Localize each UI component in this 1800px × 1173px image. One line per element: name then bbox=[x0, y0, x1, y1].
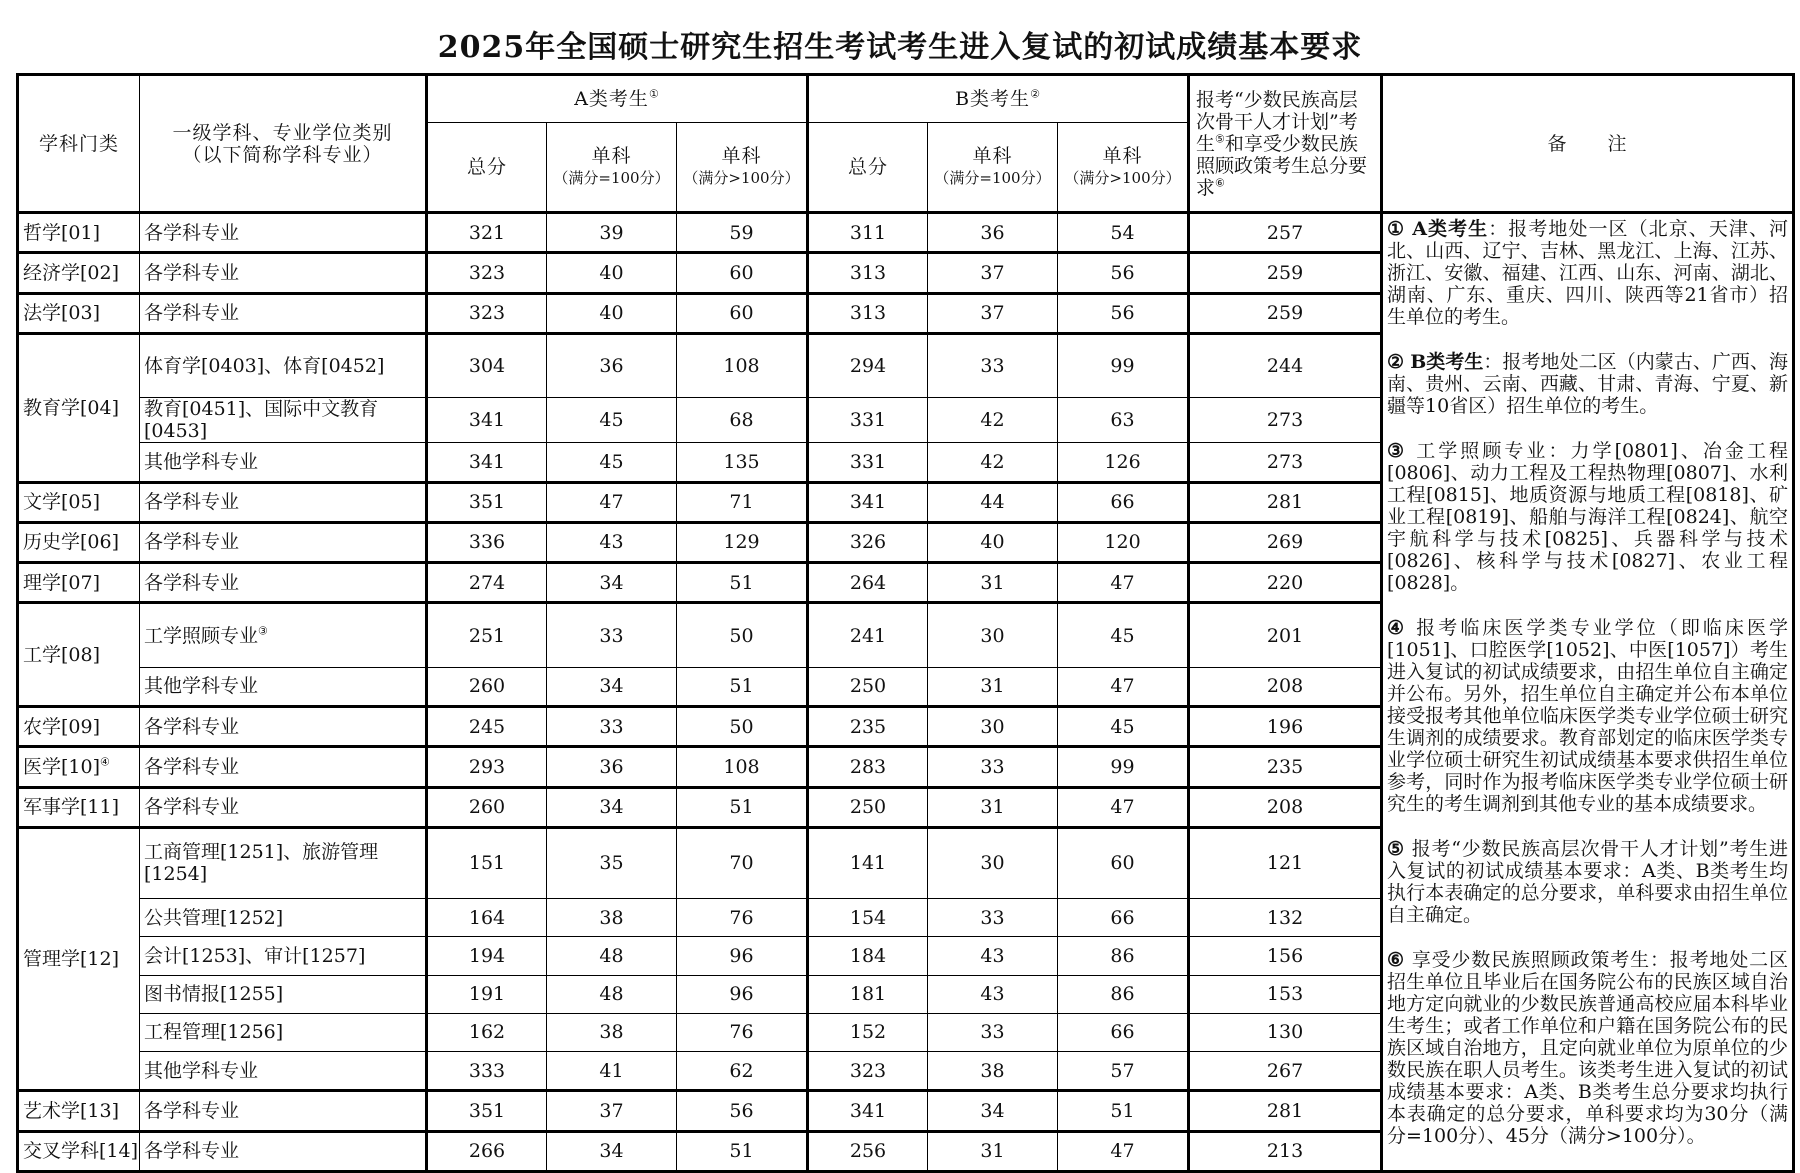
category-label: 历史学[06] bbox=[23, 531, 120, 554]
minority-total-cell: 213 bbox=[1189, 1131, 1382, 1171]
a-single-100-cell: 34 bbox=[547, 563, 677, 603]
a-single-gt100-cell: 70 bbox=[677, 827, 808, 898]
a-single-100-cell: 36 bbox=[547, 333, 677, 397]
discipline-label: 各学科专业 bbox=[144, 755, 240, 778]
minority-total-cell: 156 bbox=[1189, 937, 1382, 975]
b-total-cell: 256 bbox=[808, 1131, 928, 1171]
a-single-100-cell: 34 bbox=[547, 667, 677, 706]
category-cell bbox=[18, 482, 140, 522]
a-total-cell: 191 bbox=[427, 975, 547, 1013]
a-total-cell: 323 bbox=[427, 253, 547, 293]
header-group-b bbox=[808, 75, 1189, 123]
a-single-gt100-cell: 50 bbox=[677, 707, 808, 747]
header-minority-sup2: ⑥ bbox=[1215, 176, 1225, 190]
header-discipline-line1: 一级学科、专业学位类别 bbox=[172, 121, 393, 144]
b-single-100-cell: 33 bbox=[928, 333, 1058, 397]
header-group-a-sup: ① bbox=[648, 87, 660, 101]
a-single-gt100-cell: 96 bbox=[677, 975, 808, 1013]
note-item bbox=[1387, 351, 1788, 417]
b-single-gt100-cell: 120 bbox=[1058, 522, 1189, 562]
a-total-cell: 341 bbox=[427, 443, 547, 482]
note-text: 报考“少数民族高层次骨干人才计划”考生进入复试的初试成绩基本要求：A类、B类考生均执行本表确定的总分要求，单科要求由招生单位自主确定。 bbox=[1387, 838, 1789, 926]
header-minority bbox=[1189, 75, 1382, 213]
a-single-100-cell: 45 bbox=[547, 398, 677, 443]
a-single-gt100-cell: 50 bbox=[677, 603, 808, 667]
category-label: 医学[10] bbox=[23, 755, 101, 778]
b-total-cell: 331 bbox=[808, 398, 928, 443]
category-label: 军事学[11] bbox=[23, 796, 120, 819]
header-minority-sup1: ⑤ bbox=[1215, 132, 1225, 146]
header-a-total: 总分 bbox=[427, 123, 547, 213]
a-single-gt100-cell: 68 bbox=[677, 398, 808, 443]
minority-total-cell: 281 bbox=[1189, 1091, 1382, 1131]
discipline-label: 公共管理[1252] bbox=[144, 906, 284, 929]
discipline-cell bbox=[140, 667, 427, 706]
b-total-cell: 152 bbox=[808, 1013, 928, 1051]
a-single-100-cell: 34 bbox=[547, 787, 677, 827]
b-single-100-cell: 30 bbox=[928, 827, 1058, 898]
discipline-cell bbox=[140, 1091, 427, 1131]
note-lead: A类考生 bbox=[1412, 218, 1489, 240]
header-group-b-label: B类考生 bbox=[955, 88, 1031, 110]
b-single-100-cell: 42 bbox=[928, 398, 1058, 443]
a-single-gt100-cell: 51 bbox=[677, 667, 808, 706]
a-single-100-cell: 33 bbox=[547, 603, 677, 667]
b-single-100-cell: 31 bbox=[928, 563, 1058, 603]
header-category: 学科门类 bbox=[18, 75, 140, 213]
minority-total-cell: 273 bbox=[1189, 443, 1382, 482]
b-single-100-cell: 37 bbox=[928, 293, 1058, 333]
b-single-gt100-cell: 60 bbox=[1058, 827, 1189, 898]
a-single-100-cell: 34 bbox=[547, 1131, 677, 1171]
discipline-label: 各学科专业 bbox=[144, 302, 240, 325]
b-single-gt100-cell: 45 bbox=[1058, 603, 1189, 667]
minority-total-cell: 235 bbox=[1189, 747, 1382, 787]
b-single-100-cell: 31 bbox=[928, 1131, 1058, 1171]
category-cell bbox=[18, 333, 140, 482]
b-single-gt100-cell: 66 bbox=[1058, 1013, 1189, 1051]
note-item bbox=[1387, 949, 1788, 1147]
header-notes: 备 注 bbox=[1382, 75, 1794, 213]
note-mark: ④ bbox=[1387, 617, 1408, 639]
discipline-cell bbox=[140, 898, 427, 936]
header-b-single-full: （满分=100分） bbox=[934, 169, 1051, 187]
a-total-cell: 266 bbox=[427, 1131, 547, 1171]
minority-total-cell: 267 bbox=[1189, 1052, 1382, 1091]
a-total-cell: 274 bbox=[427, 563, 547, 603]
b-total-cell: 241 bbox=[808, 603, 928, 667]
a-single-gt100-cell: 56 bbox=[677, 1091, 808, 1131]
note-text: 报考临床医学类专业学位（即临床医学[1051]、口腔医学[1052]、中医[1057]）考生进入复试的初试成绩要求，由招生单位自主确定并公布。另外，招生单位自主确定并公布本单位接受报考其他单位临床医学类专业学位硕士研究生调剂的成绩要求。教育部划定的临床医学类专业学位硕士研究生初试成绩基本要求供招生单位参考，同时作为报考临床医学类专业学位硕士研究生的考生调剂到其他专业的基本成绩要求。 bbox=[1387, 617, 1789, 815]
b-single-gt100-cell: 56 bbox=[1058, 253, 1189, 293]
note-item bbox=[1387, 440, 1788, 594]
minority-total-cell: 201 bbox=[1189, 603, 1382, 667]
category-cell bbox=[18, 563, 140, 603]
header-a-single-gt-label: 单科 bbox=[721, 145, 762, 167]
a-total-cell: 304 bbox=[427, 333, 547, 397]
a-total-cell: 162 bbox=[427, 1013, 547, 1051]
note-item bbox=[1387, 617, 1788, 815]
header-a-single-gt-full: （满分>100分） bbox=[683, 169, 800, 187]
a-single-gt100-cell: 129 bbox=[677, 522, 808, 562]
discipline-label: 各学科专业 bbox=[144, 571, 240, 594]
discipline-label: 工商管理[1251]、旅游管理[1254] bbox=[144, 841, 379, 886]
minority-total-cell: 259 bbox=[1189, 293, 1382, 333]
header-discipline bbox=[140, 75, 427, 213]
note-text: ：报考地处二区（内蒙古、广西、海南、贵州、云南、西藏、甘肃、青海、宁夏、新疆等10省区）招生单位的考生。 bbox=[1387, 351, 1789, 417]
header-a-single-gt100 bbox=[677, 123, 808, 213]
header-discipline-line2: （以下简称学科专业） bbox=[182, 143, 383, 166]
a-single-gt100-cell: 76 bbox=[677, 1013, 808, 1051]
discipline-cell bbox=[140, 1052, 427, 1091]
notes-cell bbox=[1382, 213, 1794, 1172]
discipline-cell bbox=[140, 827, 427, 898]
category-cell bbox=[18, 213, 140, 253]
b-single-gt100-cell: 47 bbox=[1058, 787, 1189, 827]
discipline-cell bbox=[140, 1013, 427, 1051]
header-b-single-100 bbox=[928, 123, 1058, 213]
a-single-100-cell: 38 bbox=[547, 1013, 677, 1051]
discipline-label: 各学科专业 bbox=[144, 491, 240, 514]
header-group-a-label: A类考生 bbox=[574, 88, 649, 110]
b-total-cell: 313 bbox=[808, 253, 928, 293]
discipline-cell bbox=[140, 333, 427, 397]
discipline-label: 工程管理[1256] bbox=[144, 1021, 284, 1044]
a-single-100-cell: 39 bbox=[547, 213, 677, 253]
discipline-cell bbox=[140, 787, 427, 827]
header-group-a bbox=[427, 75, 808, 123]
b-single-100-cell: 33 bbox=[928, 1013, 1058, 1051]
b-total-cell: 154 bbox=[808, 898, 928, 936]
discipline-cell bbox=[140, 398, 427, 443]
note-text: 享受少数民族照顾政策考生：报考地处二区招生单位且毕业后在国务院公布的民族区域自治地方定向就业的少数民族普通高校应届本科毕业生考生；或者工作单位和户籍在国务院公布的民族区域自治地方，且定向就业单位为原单位的少数民族在职人员考生。该类考生进入复试的初试成绩基本要求：A类、B类考生总分要求均执行本表确定的总分要求，单科要求均为30分（满分=100分）、45分（满分>100分）。 bbox=[1387, 949, 1789, 1147]
a-total-cell: 351 bbox=[427, 482, 547, 522]
b-single-gt100-cell: 51 bbox=[1058, 1091, 1189, 1131]
minority-total-cell: 273 bbox=[1189, 398, 1382, 443]
b-single-gt100-cell: 66 bbox=[1058, 898, 1189, 936]
a-total-cell: 194 bbox=[427, 937, 547, 975]
b-total-cell: 294 bbox=[808, 333, 928, 397]
a-single-100-cell: 40 bbox=[547, 293, 677, 333]
note-mark: ⑤ bbox=[1387, 838, 1405, 860]
a-total-cell: 245 bbox=[427, 707, 547, 747]
b-single-gt100-cell: 56 bbox=[1058, 293, 1189, 333]
category-cell bbox=[18, 253, 140, 293]
a-single-gt100-cell: 108 bbox=[677, 333, 808, 397]
discipline-footnote-mark: ③ bbox=[258, 624, 268, 638]
minority-total-cell: 196 bbox=[1189, 707, 1382, 747]
discipline-cell bbox=[140, 443, 427, 482]
b-single-gt100-cell: 66 bbox=[1058, 482, 1189, 522]
discipline-label: 各学科专业 bbox=[144, 796, 240, 819]
table-row bbox=[18, 213, 1794, 253]
a-single-100-cell: 33 bbox=[547, 707, 677, 747]
category-label: 工学[08] bbox=[23, 643, 101, 666]
b-total-cell: 311 bbox=[808, 213, 928, 253]
note-lead: B类考生 bbox=[1410, 351, 1484, 373]
a-single-100-cell: 48 bbox=[547, 937, 677, 975]
header-b-single-label: 单科 bbox=[972, 145, 1013, 167]
b-total-cell: 313 bbox=[808, 293, 928, 333]
minority-total-cell: 153 bbox=[1189, 975, 1382, 1013]
a-single-gt100-cell: 108 bbox=[677, 747, 808, 787]
category-cell bbox=[18, 1091, 140, 1131]
category-cell bbox=[18, 603, 140, 707]
category-cell bbox=[18, 827, 140, 1091]
discipline-label: 各学科专业 bbox=[144, 261, 240, 284]
note-text: 工学照顾专业：力学[0801]、冶金工程[0806]、动力工程及工程热物理[0807]、水利工程[0815]、地质资源与地质工程[0818]、矿业工程[0819]、船舶与海洋工程[0824]、航空宇航科学与技术[0825]、兵器科学与技术[0826]、核科学与技术[0827]、农业工程[0828]。 bbox=[1387, 440, 1789, 594]
a-single-100-cell: 38 bbox=[547, 898, 677, 936]
a-single-gt100-cell: 51 bbox=[677, 1131, 808, 1171]
discipline-cell bbox=[140, 937, 427, 975]
b-total-cell: 250 bbox=[808, 667, 928, 706]
minority-total-cell: 220 bbox=[1189, 563, 1382, 603]
category-cell bbox=[18, 522, 140, 562]
minority-total-cell: 208 bbox=[1189, 667, 1382, 706]
a-total-cell: 151 bbox=[427, 827, 547, 898]
b-total-cell: 250 bbox=[808, 787, 928, 827]
a-total-cell: 321 bbox=[427, 213, 547, 253]
a-total-cell: 293 bbox=[427, 747, 547, 787]
b-total-cell: 331 bbox=[808, 443, 928, 482]
b-single-gt100-cell: 54 bbox=[1058, 213, 1189, 253]
header-minority-part1: 报考“少数民族高层次骨干人才计划”考生 bbox=[1196, 88, 1358, 155]
a-total-cell: 251 bbox=[427, 603, 547, 667]
discipline-cell bbox=[140, 975, 427, 1013]
b-total-cell: 235 bbox=[808, 707, 928, 747]
a-single-100-cell: 47 bbox=[547, 482, 677, 522]
b-total-cell: 323 bbox=[808, 1052, 928, 1091]
discipline-label: 教育[0451]、国际中文教育[0453] bbox=[144, 398, 379, 443]
b-single-100-cell: 31 bbox=[928, 667, 1058, 706]
a-single-gt100-cell: 71 bbox=[677, 482, 808, 522]
b-single-gt100-cell: 47 bbox=[1058, 1131, 1189, 1171]
a-single-100-cell: 37 bbox=[547, 1091, 677, 1131]
a-single-gt100-cell: 135 bbox=[677, 443, 808, 482]
minority-total-cell: 259 bbox=[1189, 253, 1382, 293]
b-single-100-cell: 33 bbox=[928, 898, 1058, 936]
a-total-cell: 351 bbox=[427, 1091, 547, 1131]
discipline-cell bbox=[140, 213, 427, 253]
minority-total-cell: 208 bbox=[1189, 787, 1382, 827]
b-single-100-cell: 34 bbox=[928, 1091, 1058, 1131]
a-single-100-cell: 36 bbox=[547, 747, 677, 787]
a-total-cell: 260 bbox=[427, 787, 547, 827]
discipline-label: 会计[1253]、审计[1257] bbox=[144, 944, 366, 967]
b-single-100-cell: 30 bbox=[928, 603, 1058, 667]
header-minority-part2: 和享受少数民族照顾政策考生总分要求 bbox=[1196, 132, 1368, 199]
discipline-cell bbox=[140, 747, 427, 787]
category-label: 艺术学[13] bbox=[23, 1100, 120, 1123]
category-label: 文学[05] bbox=[23, 491, 101, 514]
discipline-label: 体育学[0403]、体育[0452] bbox=[144, 355, 385, 378]
category-label: 哲学[01] bbox=[23, 221, 101, 244]
a-single-gt100-cell: 62 bbox=[677, 1052, 808, 1091]
b-single-gt100-cell: 86 bbox=[1058, 975, 1189, 1013]
a-total-cell: 164 bbox=[427, 898, 547, 936]
b-single-100-cell: 33 bbox=[928, 747, 1058, 787]
b-total-cell: 184 bbox=[808, 937, 928, 975]
b-total-cell: 283 bbox=[808, 747, 928, 787]
b-single-100-cell: 38 bbox=[928, 1052, 1058, 1091]
header-b-single-gt-full: （满分>100分） bbox=[1064, 169, 1181, 187]
category-label: 经济学[02] bbox=[23, 261, 120, 284]
b-single-gt100-cell: 99 bbox=[1058, 747, 1189, 787]
b-total-cell: 326 bbox=[808, 522, 928, 562]
discipline-label: 各学科专业 bbox=[144, 715, 240, 738]
b-single-gt100-cell: 47 bbox=[1058, 563, 1189, 603]
discipline-label: 各学科专业 bbox=[144, 1140, 240, 1163]
discipline-cell bbox=[140, 1131, 427, 1171]
minority-total-cell: 244 bbox=[1189, 333, 1382, 397]
discipline-label: 各学科专业 bbox=[144, 531, 240, 554]
header-b-single-gt-label: 单科 bbox=[1102, 145, 1143, 167]
minority-total-cell: 121 bbox=[1189, 827, 1382, 898]
a-total-cell: 341 bbox=[427, 398, 547, 443]
discipline-label: 各学科专业 bbox=[144, 221, 240, 244]
a-single-gt100-cell: 96 bbox=[677, 937, 808, 975]
b-total-cell: 341 bbox=[808, 1091, 928, 1131]
a-total-cell: 336 bbox=[427, 522, 547, 562]
header-a-single-full: （满分=100分） bbox=[553, 169, 670, 187]
b-single-100-cell: 30 bbox=[928, 707, 1058, 747]
note-mark: ③ bbox=[1387, 440, 1408, 462]
b-single-gt100-cell: 45 bbox=[1058, 707, 1189, 747]
category-label: 交叉学科[14] bbox=[23, 1140, 139, 1163]
discipline-label: 其他学科专业 bbox=[144, 1059, 259, 1082]
b-single-100-cell: 40 bbox=[928, 522, 1058, 562]
note-item bbox=[1387, 218, 1788, 328]
discipline-label: 各学科专业 bbox=[144, 1100, 240, 1123]
a-total-cell: 323 bbox=[427, 293, 547, 333]
category-label: 理学[07] bbox=[23, 571, 101, 594]
b-single-100-cell: 37 bbox=[928, 253, 1058, 293]
minority-total-cell: 257 bbox=[1189, 213, 1382, 253]
a-total-cell: 260 bbox=[427, 667, 547, 706]
category-cell bbox=[18, 293, 140, 333]
discipline-label: 图书情报[1255] bbox=[144, 983, 284, 1006]
a-single-gt100-cell: 76 bbox=[677, 898, 808, 936]
header-a-single-100 bbox=[547, 123, 677, 213]
note-mark: ① bbox=[1387, 218, 1406, 240]
b-single-gt100-cell: 86 bbox=[1058, 937, 1189, 975]
category-cell bbox=[18, 787, 140, 827]
b-total-cell: 181 bbox=[808, 975, 928, 1013]
b-single-100-cell: 42 bbox=[928, 443, 1058, 482]
b-single-100-cell: 44 bbox=[928, 482, 1058, 522]
page-title: 2025年全国硕士研究生招生考试考生进入复试的初试成绩基本要求 bbox=[437, 30, 1363, 65]
b-single-100-cell: 36 bbox=[928, 213, 1058, 253]
category-label: 法学[03] bbox=[23, 302, 101, 325]
a-total-cell: 333 bbox=[427, 1052, 547, 1091]
note-text: ：报考地处一区（北京、天津、河北、山西、辽宁、吉林、黑龙江、上海、江苏、浙江、安徽、福建、江西、山东、河南、湖北、湖南、广东、重庆、四川、陕西等21省市）招生单位的考生。 bbox=[1387, 218, 1789, 328]
a-single-100-cell: 43 bbox=[547, 522, 677, 562]
a-single-100-cell: 35 bbox=[547, 827, 677, 898]
a-single-gt100-cell: 59 bbox=[677, 213, 808, 253]
header-b-single-gt100 bbox=[1058, 123, 1189, 213]
discipline-label: 工学照顾专业 bbox=[144, 624, 259, 647]
a-single-100-cell: 40 bbox=[547, 253, 677, 293]
discipline-cell bbox=[140, 293, 427, 333]
a-single-100-cell: 45 bbox=[547, 443, 677, 482]
header-group-b-sup: ② bbox=[1030, 87, 1041, 101]
category-cell bbox=[18, 707, 140, 747]
b-total-cell: 141 bbox=[808, 827, 928, 898]
header-b-total: 总分 bbox=[808, 123, 928, 213]
a-single-gt100-cell: 51 bbox=[677, 563, 808, 603]
header-a-single-label: 单科 bbox=[591, 145, 632, 167]
a-single-gt100-cell: 51 bbox=[677, 787, 808, 827]
b-single-100-cell: 31 bbox=[928, 787, 1058, 827]
category-label: 农学[09] bbox=[23, 715, 101, 738]
b-single-gt100-cell: 63 bbox=[1058, 398, 1189, 443]
a-single-gt100-cell: 60 bbox=[677, 253, 808, 293]
category-cell bbox=[18, 1131, 140, 1171]
note-mark: ⑥ bbox=[1387, 949, 1405, 971]
minority-total-cell: 281 bbox=[1189, 482, 1382, 522]
note-mark: ② bbox=[1387, 351, 1405, 373]
category-label: 教育学[04] bbox=[23, 396, 120, 419]
a-single-100-cell: 41 bbox=[547, 1052, 677, 1091]
discipline-cell bbox=[140, 563, 427, 603]
a-single-gt100-cell: 60 bbox=[677, 293, 808, 333]
score-table bbox=[16, 73, 1795, 1173]
b-total-cell: 264 bbox=[808, 563, 928, 603]
discipline-label: 其他学科专业 bbox=[144, 450, 259, 473]
minority-total-cell: 132 bbox=[1189, 898, 1382, 936]
b-single-gt100-cell: 47 bbox=[1058, 667, 1189, 706]
b-single-gt100-cell: 126 bbox=[1058, 443, 1189, 482]
b-single-gt100-cell: 57 bbox=[1058, 1052, 1189, 1091]
b-total-cell: 341 bbox=[808, 482, 928, 522]
note-item bbox=[1387, 838, 1788, 926]
minority-total-cell: 269 bbox=[1189, 522, 1382, 562]
discipline-cell bbox=[140, 603, 427, 667]
discipline-label: 其他学科专业 bbox=[144, 675, 259, 698]
b-single-gt100-cell: 99 bbox=[1058, 333, 1189, 397]
discipline-cell bbox=[140, 707, 427, 747]
b-single-100-cell: 43 bbox=[928, 937, 1058, 975]
b-single-100-cell: 43 bbox=[928, 975, 1058, 1013]
category-label: 管理学[12] bbox=[23, 948, 120, 971]
discipline-cell bbox=[140, 482, 427, 522]
discipline-cell bbox=[140, 253, 427, 293]
discipline-cell bbox=[140, 522, 427, 562]
category-footnote-mark: ④ bbox=[100, 755, 110, 769]
category-cell bbox=[18, 747, 140, 787]
minority-total-cell: 130 bbox=[1189, 1013, 1382, 1051]
a-single-100-cell: 48 bbox=[547, 975, 677, 1013]
